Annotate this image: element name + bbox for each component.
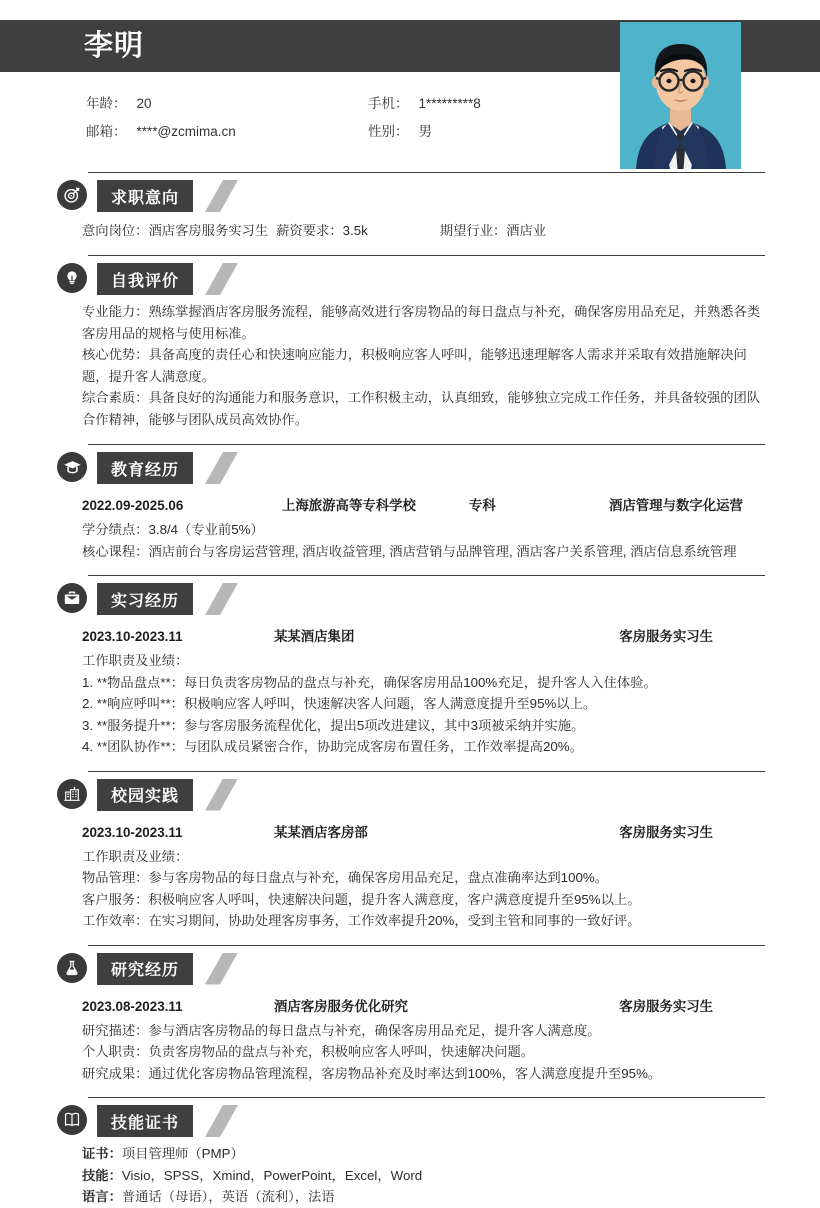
section-accent-slant: [205, 263, 238, 295]
section-title-plate: [97, 263, 193, 295]
section-title: 自我评价: [111, 272, 180, 290]
graduation-cap-icon: [57, 452, 87, 482]
section-accent-slant: [205, 452, 238, 484]
section-rule: [88, 771, 765, 772]
section-title-plate: [97, 452, 193, 484]
campus-entry-header: [82, 817, 765, 846]
research-role: 客房服务实习生: [619, 998, 713, 1014]
intent-position-label: 意向岗位：: [82, 223, 149, 238]
contact-gender: [368, 120, 432, 140]
contact-row: [86, 88, 606, 116]
campus-item: 工作效率：在实习期间，协助处理客房事务，工作效率提升20%，受到主管和同事的一致好评。: [82, 913, 641, 928]
contact-gender-label: 性别：: [368, 124, 409, 139]
intent-salary-label: 薪资要求：: [276, 223, 343, 238]
internship-role: 客房服务实习生: [619, 629, 713, 644]
section-research: [0, 943, 820, 1085]
contact-phone-label: 手机：: [368, 96, 409, 111]
evaluation-paragraph: 专业能力：熟练掌握酒店客房服务流程，能够高效进行客房物品的每日盘点与补充，确保客房用品充足，并熟悉各类客房用品的规格与使用标准。: [82, 304, 761, 341]
section-header: [0, 442, 820, 490]
internship-org: 某某酒店集团: [274, 629, 355, 644]
certificate-value: 项目管理师（PMP）: [121, 1146, 244, 1161]
section-title: 技能证书: [111, 1114, 180, 1132]
job-intention-row: [82, 218, 765, 242]
flask-icon: [57, 953, 87, 983]
section-title-plate: [97, 953, 193, 985]
campus-date: 2023.10-2023.11: [82, 824, 183, 840]
briefcase-icon: [57, 583, 87, 613]
section-rule: [88, 575, 765, 576]
internship-item: 2. **响应呼叫**：积极响应客人呼叫，快速解决客人问题，客人满意度提升至95%以上。: [82, 696, 597, 711]
section-education: [0, 442, 820, 562]
education-date: 2022.09-2025.06: [82, 498, 184, 513]
education-courses: [82, 541, 765, 563]
section-skills-certificates: [0, 1095, 820, 1208]
resume-header: [0, 0, 820, 170]
internship-spacer: [464, 624, 614, 650]
education-courses-value: 酒店前台与客房运营管理, 酒店收益管理, 酒店营销与品牌管理, 酒店客户关系管理, 酒店信息系统管理: [148, 543, 737, 559]
section-accent-slant: [205, 180, 238, 212]
education-major: 酒店管理与数字化运营: [609, 498, 743, 513]
research-item: 研究描述：参与酒店客房物品的每日盘点与补充，确保客房用品充足，提升客人满意度。: [82, 1022, 601, 1038]
research-item: 研究成果：通过优化客房物品管理流程，客房物品补充及时率达到100%，客人满意度提升至95%。: [82, 1065, 662, 1081]
internship-subtitle: 工作职责及业绩：: [82, 653, 189, 668]
certificate-row: [82, 1143, 765, 1165]
section-title-plate: [97, 779, 193, 811]
section-header: [0, 769, 820, 817]
section-body: [0, 991, 820, 1085]
section-title: 研究经历: [111, 962, 180, 979]
contact-info: [86, 88, 606, 144]
book-icon: [57, 1105, 87, 1135]
contact-age: [86, 92, 368, 112]
section-title-plate: [97, 583, 193, 615]
contact-age-label: 年龄：: [86, 96, 127, 111]
campus-spacer: [464, 820, 614, 846]
section-accent-slant: [205, 779, 238, 811]
target-icon: [57, 180, 87, 210]
research-entry-header: [82, 991, 765, 1020]
research-date: 2023.08-2023.11: [82, 998, 183, 1014]
section-body: [0, 1143, 820, 1208]
education-gpa-value: 3.8/4（专业前5%）: [148, 522, 264, 537]
skill-row: [82, 1165, 765, 1187]
school-building-icon: [57, 779, 87, 809]
evaluation-paragraph: 核心优势：具备高度的责任心和快速响应能力，积极响应客人呼叫，能够迅速理解客人需求并采取有效措施解决问题，提升客人满意度。: [82, 347, 747, 384]
section-title: 校园实践: [111, 788, 180, 805]
campus-item: 物品管理：参与客房物品的每日盘点与补充，确保客房用品充足，盘点准确率达到100%。: [82, 870, 608, 885]
research-item: 个人职责：负责客房物品的盘点与补充，积极响应客人呼叫，快速解决问题。: [82, 1044, 535, 1059]
section-rule: [88, 1097, 765, 1098]
education-degree: 专科: [469, 498, 496, 513]
section-body: [0, 817, 820, 932]
contact-email-value: ****@zcmima.cn: [136, 124, 236, 139]
section-self-evaluation: [0, 253, 820, 430]
education-courses-label: 核心课程：: [82, 543, 149, 559]
certificate-label: 证书：: [82, 1146, 122, 1161]
intent-industry: [440, 220, 546, 242]
education-gpa: [82, 519, 765, 541]
campus-org: 某某酒店客房部: [274, 824, 368, 840]
internship-item: 1. **物品盘点**：每日负责客房物品的盘点与补充，确保客房用品100%充足，提升客人入住体验。: [82, 674, 657, 690]
section-accent-slant: [205, 1105, 238, 1137]
contact-email: [86, 120, 368, 140]
research-topic: 酒店客房服务优化研究: [274, 998, 408, 1014]
lightbulb-icon: [57, 263, 87, 293]
section-body: [0, 218, 820, 242]
intent-salary: [276, 220, 368, 242]
intent-position: [82, 220, 268, 242]
section-title: 求职意向: [111, 189, 180, 207]
section-header: [0, 170, 820, 218]
section-rule: [88, 255, 765, 256]
section-title: 教育经历: [111, 461, 180, 479]
intent-industry-value: 酒店业: [506, 223, 547, 238]
contact-phone: [368, 92, 481, 112]
campus-role: 客房服务实习生: [619, 824, 713, 840]
language-value: 普通话（母语），英语（流利），法语: [121, 1189, 335, 1204]
education-entry-header: [82, 490, 765, 519]
skill-value: Visio，SPSS，Xmind，PowerPoint，Excel，Word: [121, 1167, 423, 1183]
contact-row: [86, 116, 606, 144]
internship-entry-header: [82, 621, 765, 650]
language-label: 语言：: [82, 1189, 122, 1204]
campus-item: 客户服务：积极响应客人呼叫，快速解决问题，提升客人满意度，客户满意度提升至95%以上。: [82, 891, 641, 907]
language-row: [82, 1186, 765, 1208]
section-header: [0, 943, 820, 991]
intent-industry-label: 期望行业：: [439, 223, 507, 238]
contact-gender-value: 男: [418, 124, 432, 139]
candidate-name: 李明: [84, 30, 145, 62]
section-title: 实习经历: [111, 592, 180, 610]
internship-item: 3. **服务提升**：参与客房服务流程优化，提出5项改进建议，其中3项被采纳并实施。: [82, 717, 585, 733]
contact-phone-value: 1*********8: [418, 96, 481, 111]
section-internship: [0, 573, 820, 758]
section-header: [0, 573, 820, 621]
section-title-plate: [97, 180, 193, 212]
section-campus-practice: [0, 769, 820, 932]
education-school: 上海旅游高等专科学校: [282, 498, 416, 513]
section-rule: [88, 444, 765, 445]
evaluation-paragraph: 综合素质：具备良好的沟通能力和服务意识，工作积极主动，认真细致，能够独立完成工作任务，并具备较强的团队合作精神，能够与团队成员高效协作。: [82, 390, 761, 427]
section-accent-slant: [205, 953, 238, 985]
campus-subtitle: 工作职责及业绩：: [82, 848, 189, 864]
section-rule: [88, 945, 765, 946]
section-job-intention: [0, 170, 820, 242]
section-header: [0, 253, 820, 301]
skill-label: 技能：: [82, 1167, 122, 1183]
section-header: [0, 1095, 820, 1143]
section-body: [0, 621, 820, 758]
section-body: [0, 301, 820, 430]
id-photo-illustration: [620, 22, 741, 169]
intent-salary-value: 3.5k: [342, 223, 368, 238]
section-accent-slant: [205, 583, 238, 615]
section-rule: [88, 172, 765, 173]
internship-item: 4. **团队协作**：与团队成员紧密合作，协助完成客房布置任务，工作效率提高20%。: [82, 739, 583, 754]
education-gpa-label: 学分绩点：: [82, 522, 149, 537]
section-body: [0, 490, 820, 562]
internship-date: 2023.10-2023.11: [82, 629, 183, 644]
contact-email-label: 邮箱：: [86, 124, 127, 139]
contact-age-value: 20: [136, 96, 152, 111]
avatar: [620, 22, 741, 169]
intent-position-value: 酒店客房服务实习生: [148, 223, 269, 238]
section-title-plate: [97, 1105, 193, 1137]
research-spacer: [464, 994, 614, 1020]
